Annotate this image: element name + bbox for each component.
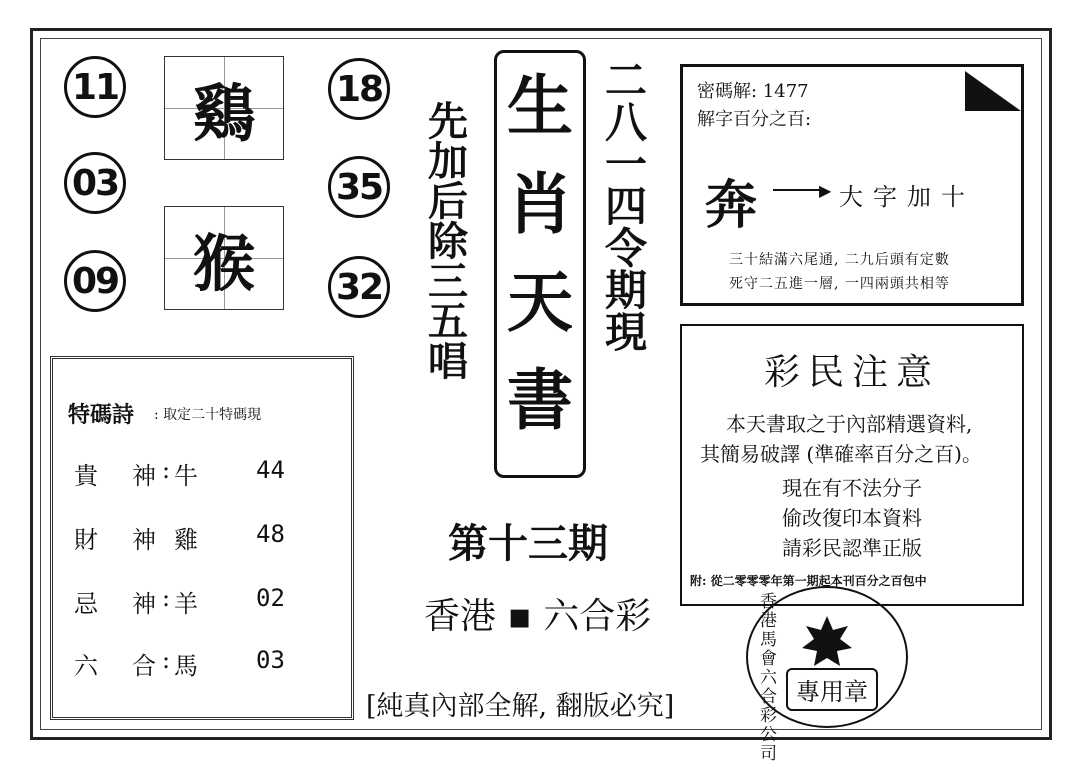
stamp-center-text: 專用章 — [786, 668, 878, 711]
notice-title: 彩民注意 — [763, 352, 940, 393]
arrow-head-icon: ▶ — [819, 181, 832, 200]
vertical-char: 加 — [428, 138, 468, 185]
poem-name: 六 — [74, 652, 98, 680]
vertical-period-text — [600, 56, 652, 357]
vertical-char: 肖 — [507, 165, 573, 243]
notice-line: 偷改復印本資料 — [782, 506, 922, 530]
poem-row — [74, 520, 285, 555]
vertical-char: 唱 — [428, 338, 468, 385]
vertical-char: 現 — [604, 308, 647, 357]
title-box — [494, 50, 586, 478]
poem-row — [74, 584, 285, 619]
verse-line: 死守二五進一層, 一四兩頭共相等 — [729, 276, 950, 292]
arrow-text: 大字加十 — [839, 183, 975, 211]
vertical-char: 除 — [428, 218, 468, 265]
clue-box — [680, 64, 1024, 306]
verse-line: 三十結滿六尾通, 二九后頭有定數 — [729, 252, 950, 268]
poem-row — [74, 646, 285, 681]
vertical-char: 一 — [604, 140, 647, 189]
corner-triangle-icon — [963, 69, 1023, 113]
number-circle: 11 — [64, 56, 126, 118]
poem-god: 神 — [132, 526, 156, 554]
poem-animal: 牛 — [174, 462, 198, 490]
vertical-char: 三 — [428, 258, 468, 305]
poem-god: 神 — [132, 590, 156, 618]
vertical-char: 先 — [428, 98, 468, 145]
vertical-hint-text — [424, 98, 472, 385]
poem-animal: 雞 — [174, 526, 198, 554]
vertical-char: 五 — [428, 298, 468, 345]
vertical-char: 四 — [604, 182, 647, 231]
poem-animal: 馬 — [174, 652, 198, 680]
vertical-title — [497, 59, 583, 451]
poem-colon: : — [162, 646, 171, 674]
vertical-char: 八 — [604, 98, 647, 147]
poem-god: 神 — [132, 462, 156, 490]
vertical-char: 生 — [507, 67, 573, 145]
stamp-ring-text: 香港馬會六合彩公司 — [756, 592, 776, 763]
notice-line: 請彩民認準正版 — [782, 536, 922, 560]
poem-colon: : — [162, 456, 171, 484]
poem-title: 特碼詩 — [68, 402, 135, 428]
percent-label: 解字百分之百: — [697, 109, 812, 130]
number-circle: 35 — [328, 156, 390, 218]
vertical-char: 期 — [604, 266, 647, 315]
zodiac-cell-rooster: 鷄 — [164, 56, 284, 160]
poem-name: 貴 — [74, 462, 98, 490]
number-circle: 03 — [64, 152, 126, 214]
poem-number: 02 — [256, 584, 285, 612]
poem-name: 忌 — [74, 590, 98, 618]
poem-subtitle: : 取定二十特碼現 — [154, 407, 262, 423]
vertical-char: 后 — [428, 178, 468, 225]
notice-line: 本天書取之于內部精選資料, — [726, 412, 973, 436]
poem-number: 48 — [256, 520, 285, 548]
star-icon — [802, 616, 852, 666]
notice-line: 現在有不法分子 — [782, 476, 922, 500]
notice-line: 其簡易破譯 (準確率百分之百)。 — [700, 442, 982, 466]
arrow-line — [773, 189, 825, 191]
number-circle: 32 — [328, 256, 390, 318]
footer-note: [純真內部全解, 翻版必究] — [366, 691, 675, 722]
big-clue-char: 奔 — [705, 175, 758, 236]
zodiac-cell-monkey: 猴 — [164, 206, 284, 310]
notice-box — [680, 324, 1024, 606]
vertical-char: 天 — [507, 263, 573, 341]
notice-footnote: 附: 從二零零零年第一期起本刊百分之百包中 — [690, 574, 927, 588]
poem-colon: : — [162, 584, 171, 612]
poem-animal: 羊 — [174, 590, 198, 618]
issue-label: 第十三期 — [448, 520, 608, 567]
vertical-char: 書 — [507, 361, 573, 439]
poem-name: 財 — [74, 526, 98, 554]
number-circle: 18 — [328, 58, 390, 120]
poem-number: 03 — [256, 646, 285, 674]
poem-number: 44 — [256, 456, 285, 484]
vertical-char: 二 — [604, 56, 647, 105]
poem-row — [74, 456, 285, 491]
vertical-char: 令 — [604, 224, 647, 273]
number-circle: 09 — [64, 250, 126, 312]
brand-label: 香港 ▪ 六合彩 — [424, 596, 652, 637]
poem-god: 合 — [132, 652, 156, 680]
password-label: 密碼解: 1477 — [697, 81, 809, 102]
